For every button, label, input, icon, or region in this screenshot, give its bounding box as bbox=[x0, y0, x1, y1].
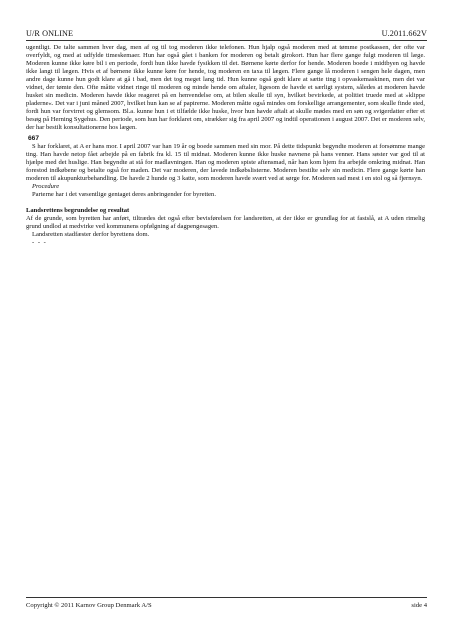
footer-copyright: Copyright © 2011 Karnov Group Denmark A/S bbox=[26, 602, 152, 609]
section-end-dots: - - - bbox=[32, 239, 47, 247]
court-reasoning-paragraph: Af de grunde, som byretten har anført, tiltrædes det også efter bevisførelsen for landsretten, at der ikke er grundlag for at fastslå, at A uden rimelig grund undlod at medvirke ved kommunens opfølgning af dagpengesagen. bbox=[26, 214, 425, 230]
court-conclusion-paragraph: Landsretten stadfæster derfor byrettens dom. bbox=[32, 231, 150, 239]
header-case-number: U.2011.662V bbox=[381, 29, 427, 38]
header-publication: U/R ONLINE bbox=[26, 29, 74, 38]
page-footer bbox=[26, 597, 427, 609]
procedure-heading: Procedure bbox=[32, 182, 60, 190]
footer-page-number: side 4 bbox=[411, 602, 427, 609]
son-testimony-paragraph: S har forklaret, at A er hans mor. I april 2007 var han 19 år og boede sammen med sin mor. På dette tidspunkt begyndte moderen at forsømme mange ting. Han havde netop fået arbejde på en fabrik fra kl. 15 til midnat. Moderen kunne ikke huske navnene på hans venner. Hans søster var god til at hjælpe med det huslige. Han begyndte at stå for madlavningen. Han og moderen spiste aftensmad, når han kom hjem fra arbejde omkring midnat. Han forestod indkøbene og betalte også for maden. Det var moderen, der lavede indkøbslisterne. Moderen bestilte selv sin medicin. Flere gange kørte han moderen til akupunkturbehandling. De havde 2 hunde og 3 katte, som moderen havde svært ved at sørge for. Moderen sad mest i en stol og så fjernsyn. bbox=[26, 142, 425, 182]
margin-page-number: 667 bbox=[28, 134, 40, 142]
page-header bbox=[26, 24, 427, 41]
court-reasoning-heading: Landsrettens begrundelse og resultat bbox=[26, 206, 130, 214]
document-body bbox=[26, 44, 425, 247]
witness-testimony-paragraph: ugentligt. De talte sammen hver dag, men af og til tog moderen ikke telefonen. Hun hjalp også moderen med at tømme postkassen, der ofte var overfyldt, og med at udfylde timeskemaer. Hun har også gået i banken for moderen og betalt girokort. Hun har flere gange fulgt moderen til læge. Moderen kunne ikke køre bil i en periode, fordi hun ikke havde fysikken til det. Børnene kørte derfor for hende. Moderen boede i midtbyen og havde ikke langt til lægen. Hvis et af børnene ikke kunne køre for hende, tog moderen en taxa til lægen. Flere gange lå moderen i sengen hele dagen, men andre dage kunne hun godt klare at gå i bad, men det tog meget lang tid. Hun kunne også godt klare at sætte ting i opvaskemaskinen, men det var vidnet, der tømte den. Ofte måtte vidnet ringe til moderen og minde hende om aftaler, ligesom de havde et særligt system, således at moderen havde husket sin medicin. Moderen havde ikke reageret på en henvendelse om, at bilen skulle til syn, hvilket bevirkede, at politiet truede med at »klippe pladerne«. Det var i juni måned 2007, hvilket hun kan se af papirerne. Moderen måtte også mindes om forskellige arrangementer, som skulle finde sted, fordi hun var forvirret og glemsom. Bl.a. kunne hun i et tilfælde ikke huske, hvor hun havde aftalt at skulle mødes med en søn og svigerdatter efter et besøg på Herning Sygehus. Den periode, som hun har forklaret om, strækker sig fra april 2007 og indtil operationen i august 2007. Det er moderen selv, der har bestilt konsultationerne hos lægen. bbox=[26, 44, 425, 132]
procedure-paragraph: Parterne har i det væsentlige gentaget deres anbringender for byretten. bbox=[32, 190, 216, 198]
